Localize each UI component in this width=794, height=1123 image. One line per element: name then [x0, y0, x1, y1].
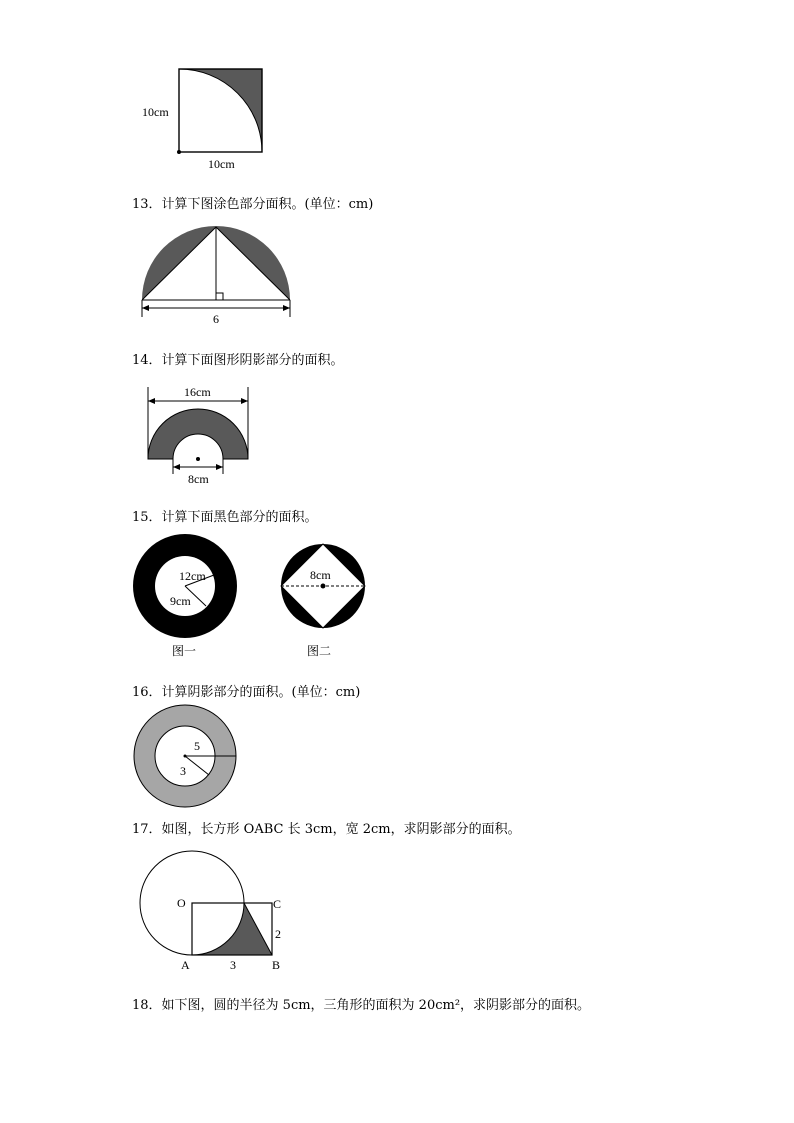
- center-point: [184, 755, 187, 758]
- label-o: O: [177, 896, 186, 910]
- outer-label: 12cm: [179, 569, 206, 583]
- shaded-corner: [179, 69, 262, 152]
- figure-16: [130, 702, 245, 812]
- inner-arrow-left: [173, 464, 180, 470]
- figure-15-1: [130, 530, 245, 665]
- dim-arrow-left: [142, 305, 149, 311]
- half-annulus: [148, 409, 248, 459]
- question-14: 14．计算下面图形阴影部分的面积。: [132, 353, 344, 368]
- inner-label: 8cm: [188, 472, 209, 486]
- dim-arrow-right: [283, 305, 290, 311]
- label-length: 3: [230, 958, 236, 972]
- label-c: C: [273, 897, 282, 911]
- question-16: 16．计算阴影部分的面积。(单位：cm): [132, 685, 361, 700]
- figure-13: [130, 220, 305, 330]
- outer-arrow-left: [148, 398, 155, 404]
- label-b: B: [272, 958, 281, 972]
- bottom-label: 10cm: [208, 157, 235, 171]
- inner-label: 3: [180, 764, 186, 778]
- label-width: 2: [275, 927, 281, 941]
- inner-arrow-right: [216, 464, 223, 470]
- figure-caption: 图二: [307, 644, 332, 658]
- outer-label: 5: [194, 739, 200, 753]
- question-17: 17．如图，长方形 OABC 长 3cm，宽 2cm，求阴影部分的面积。: [132, 822, 521, 837]
- side-label: 10cm: [142, 105, 169, 119]
- figure-caption: 图一: [172, 644, 197, 658]
- figure-12: [130, 60, 280, 175]
- figure-15-2: [275, 530, 375, 665]
- figure-14: [130, 378, 265, 488]
- outer-label: 16cm: [184, 385, 211, 399]
- center-point: [196, 457, 200, 461]
- outer-arrow-right: [241, 398, 248, 404]
- question-13: 13．计算下图涂色部分面积。(单位：cm): [132, 197, 374, 212]
- diag-label: 8cm: [310, 568, 331, 582]
- question-15: 15．计算下面黑色部分的面积。: [132, 510, 318, 525]
- question-18: 18．如下图，圆的半径为 5cm，三角形的面积为 20cm²，求阴影部分的面积。: [132, 998, 591, 1013]
- figure-17: [130, 845, 305, 980]
- center-point: [321, 584, 326, 589]
- label-a: A: [181, 958, 190, 972]
- corner-point: [177, 150, 181, 154]
- inner-label: 9cm: [170, 594, 191, 608]
- base-label: 6: [213, 312, 219, 326]
